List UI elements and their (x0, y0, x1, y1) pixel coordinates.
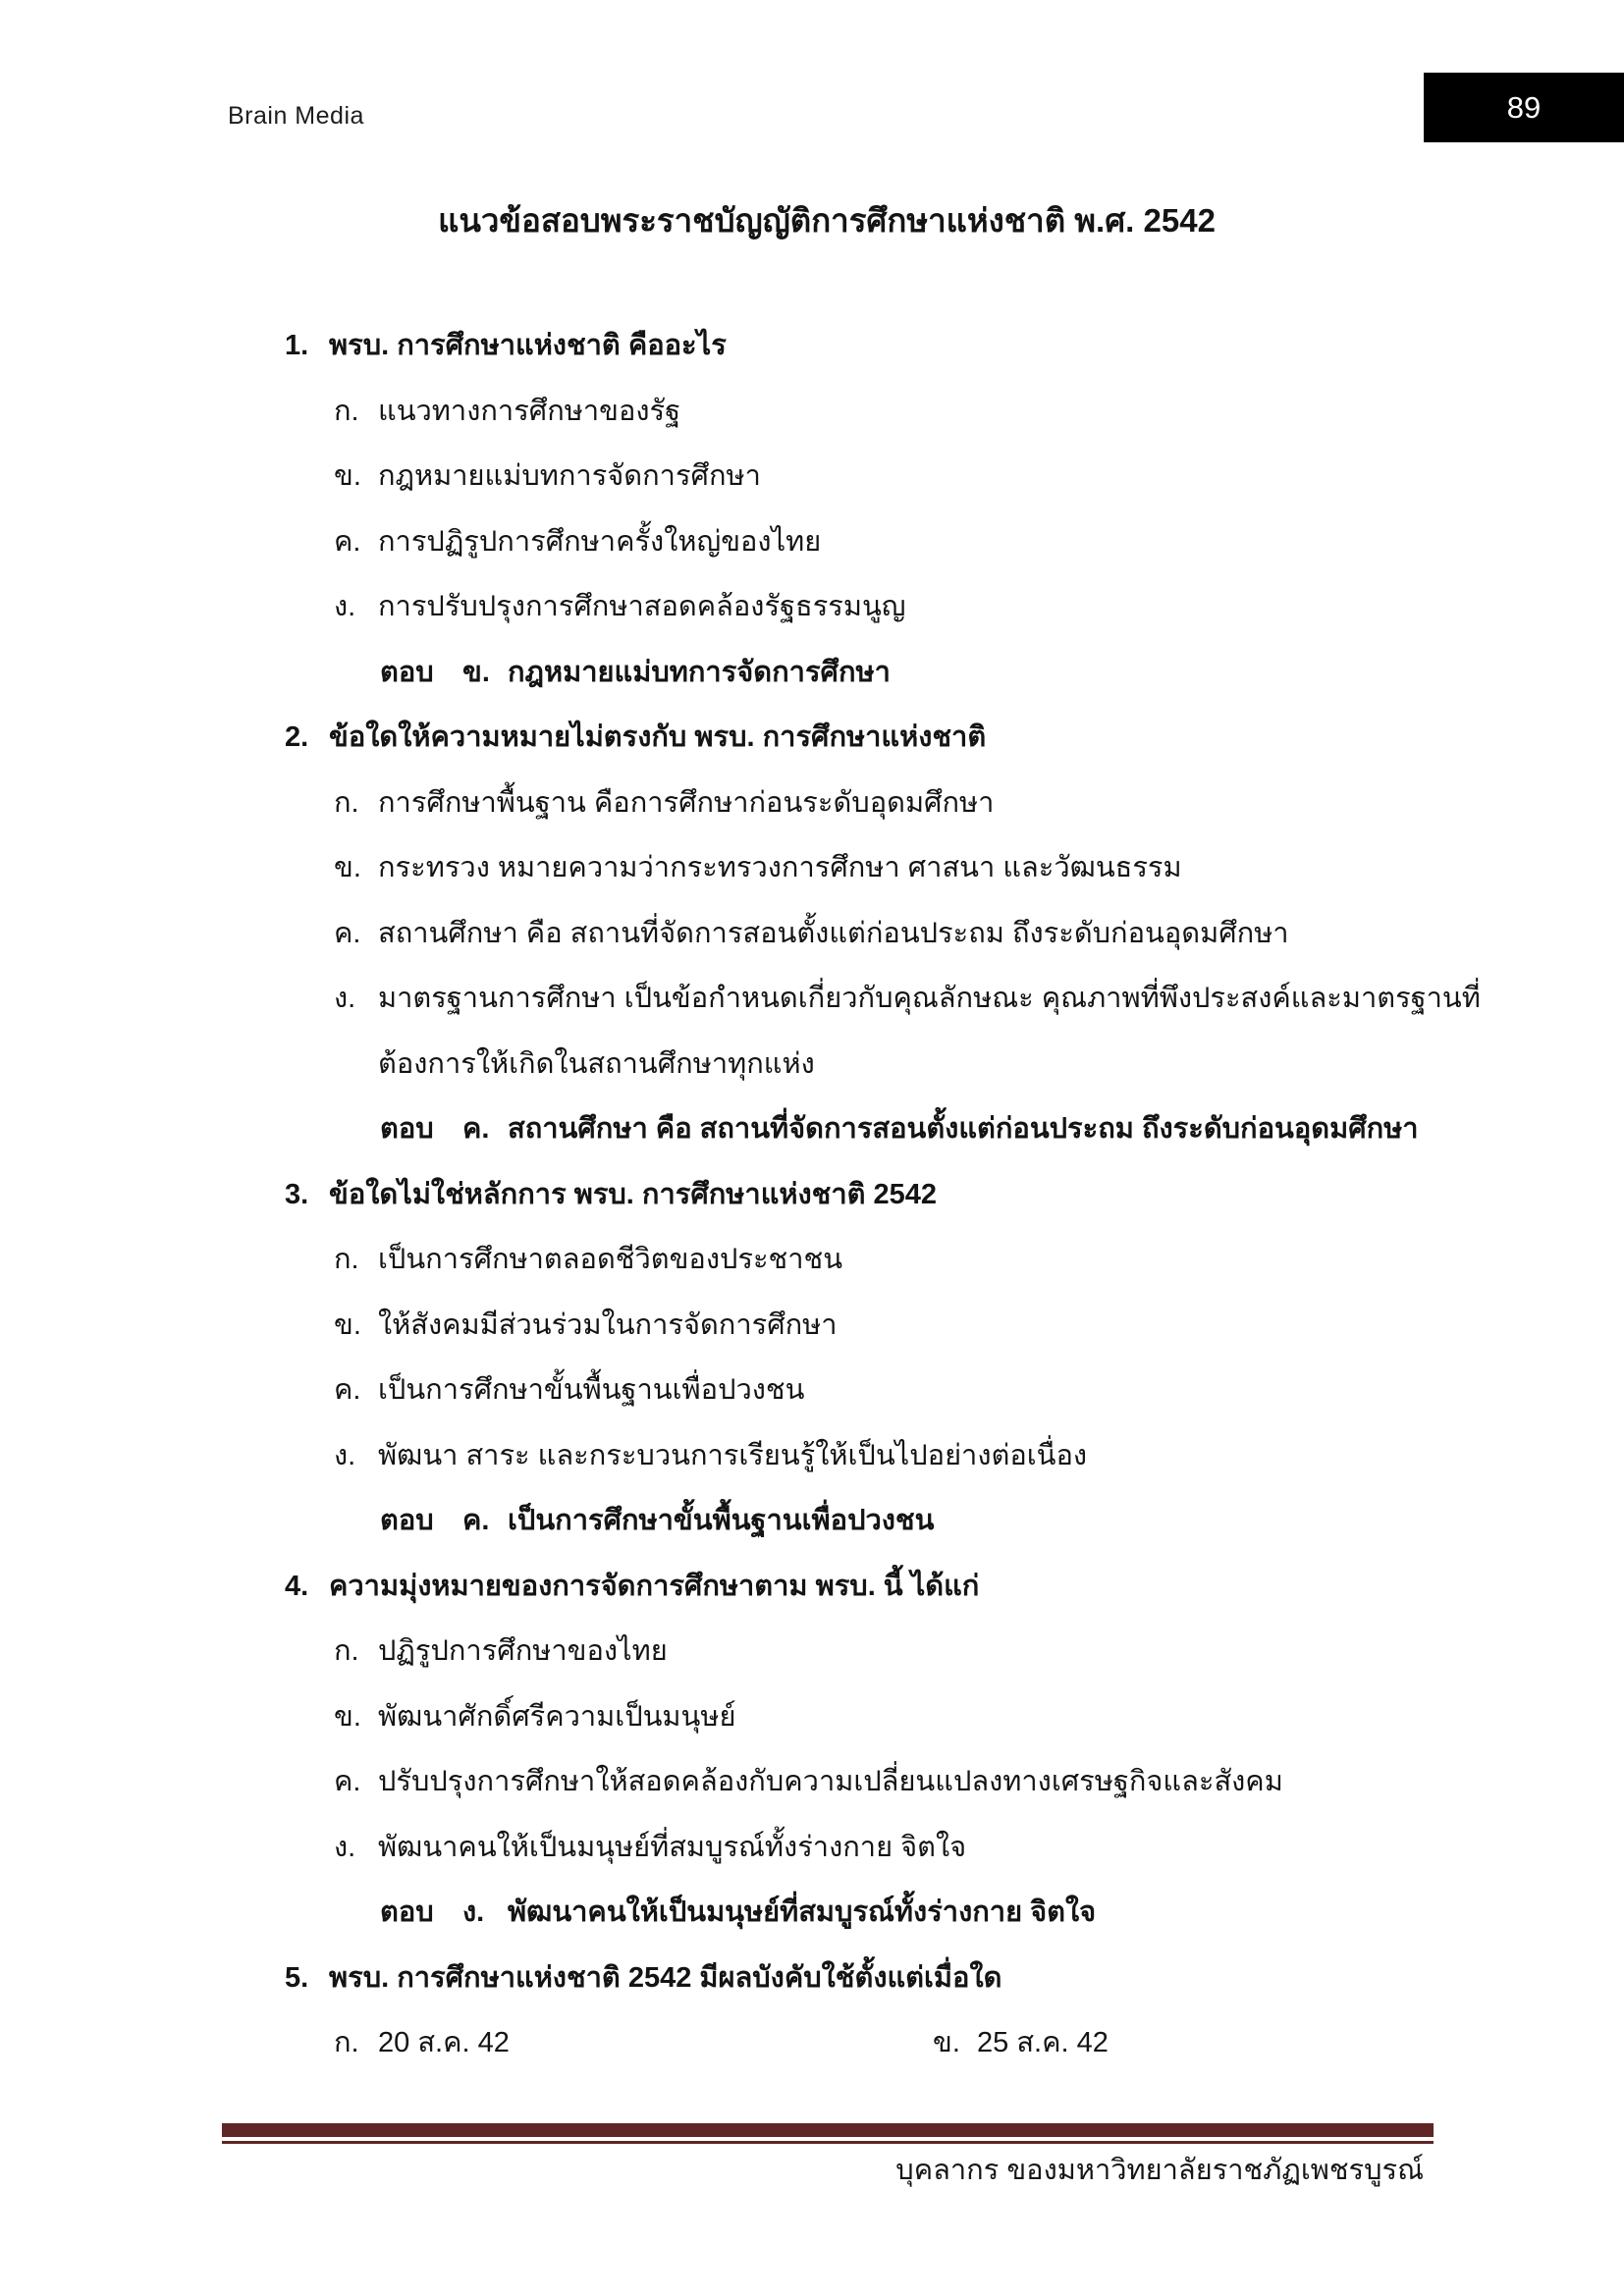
option-text-continued: ต้องการให้เกิดในสถานศึกษาทุกแห่ง (378, 1047, 815, 1080)
question-number: 2. (285, 721, 309, 753)
question-2-answer (285, 1096, 1477, 1162)
option-letter: ข. (334, 460, 361, 492)
footer-rule-thin (222, 2141, 1434, 2144)
option-text: ปฏิรูปการศึกษาของไทย (378, 1635, 668, 1667)
option-text: 25 ส.ค. 42 (977, 2027, 1109, 2058)
answer-letter: ค. (462, 1505, 490, 1536)
answer-label: ตอบ (380, 656, 434, 688)
question-3-option-a (285, 1227, 1477, 1293)
question-text: ข้อใดให้ความหมายไม่ตรงกับ พรบ. การศึกษาแห่งชาติ (329, 721, 987, 753)
brand-text: Brain Media (228, 102, 364, 130)
option-text: 20 ส.ค. 42 (378, 2027, 510, 2058)
question-text: ความมุ่งหมายของการจัดการศึกษาตาม พรบ. นี้ ได้แก่ (329, 1570, 980, 1602)
question-3-option-b (285, 1293, 1477, 1359)
question-3-option-c (285, 1358, 1477, 1423)
answer-letter: ข. (462, 656, 490, 688)
question-1-option-b (285, 444, 1477, 509)
question-4-answer (285, 1880, 1477, 1946)
option-letter: ค. (334, 1374, 361, 1406)
option-letter: ค. (334, 525, 361, 558)
question-4-option-a (285, 1619, 1477, 1684)
question-2 (285, 705, 1477, 771)
question-1-option-a (285, 379, 1477, 445)
question-3-option-d (285, 1423, 1477, 1489)
option-text: กระทรวง หมายความว่ากระทรวงการศึกษา ศาสนา และวัฒนธรรม (378, 852, 1182, 883)
option-letter: ง. (334, 1831, 356, 1863)
option-text: ปรับปรุงการศึกษาให้สอดคล้องกับความเปลี่ยนแปลงทางเศรษฐกิจและสังคม (378, 1766, 1283, 1797)
question-2-option-d (285, 966, 1481, 1032)
option-letter: ก. (334, 1635, 359, 1667)
option-text: เป็นการศึกษาขั้นพื้นฐานเพื่อปวงชน (378, 1374, 805, 1406)
page-title: แนวข้อสอบพระราชบัญญัติการศึกษาแห่งชาติ พ.ศ. 2542 (438, 202, 1216, 239)
option-letter: ง. (334, 983, 356, 1014)
question-1-option-d (285, 574, 1477, 640)
answer-letter: ค. (462, 1113, 490, 1145)
question-3-answer (285, 1488, 1477, 1554)
option-text: กฎหมายแม่บทการจัดการศึกษา (378, 460, 761, 492)
question-2-option-c (285, 901, 1477, 967)
question-5-option-b (933, 2010, 1109, 2076)
option-text: เป็นการศึกษาตลอดชีวิตของประชาชน (378, 1244, 843, 1275)
question-2-option-d-continued (285, 1032, 1477, 1097)
option-text: มาตรฐานการศึกษา เป็นข้อกำหนดเกี่ยวกับคุณลักษณะ คุณภาพที่พึงประสงค์และมาตรฐานที่ (378, 983, 1481, 1014)
question-text: พรบ. การศึกษาแห่งชาติ 2542 มีผลบังคับใช้ตั้งแต่เมื่อใด (329, 1961, 1002, 1994)
answer-text: เป็นการศึกษาขั้นพื้นฐานเพื่อปวงชน (508, 1505, 935, 1536)
option-text: สถานศึกษา คือ สถานที่จัดการสอนตั้งแต่ก่อนประถม ถึงระดับก่อนอุดมศึกษา (378, 917, 1289, 949)
option-letter: ค. (334, 917, 361, 949)
footer-credit: บุคลากร ของมหาวิทยาลัยราชภัฏเพชรบูรณ์ (895, 2155, 1424, 2186)
option-letter: ข. (334, 1308, 361, 1341)
question-2-option-b (285, 835, 1477, 901)
page-number: 89 (1506, 89, 1542, 125)
question-4-option-b (285, 1684, 1477, 1750)
question-1-option-c (285, 509, 1477, 575)
answer-text: กฎหมายแม่บทการจัดการศึกษา (508, 656, 891, 688)
option-letter: ข. (334, 1700, 361, 1733)
option-text: พัฒนา สาระ และกระบวนการเรียนรู้ให้เป็นไปอย่างต่อเนื่อง (378, 1439, 1088, 1471)
option-letter: ก. (334, 1244, 359, 1275)
option-text: พัฒนาศักดิ์ศรีความเป็นมนุษย์ (378, 1700, 736, 1733)
option-text: การปฏิรูปการศึกษาครั้งใหญ่ของไทย (378, 525, 822, 558)
option-letter: ง. (334, 591, 356, 622)
question-5-options-row (285, 2010, 1477, 2076)
option-letter: ข. (334, 852, 361, 883)
question-list (285, 313, 1481, 2076)
question-5 (285, 1946, 1477, 2011)
question-2-option-a (285, 771, 1477, 836)
answer-label: ตอบ (380, 1896, 434, 1928)
question-number: 5. (285, 1961, 309, 1994)
question-1 (285, 313, 1477, 379)
question-number: 4. (285, 1570, 309, 1602)
option-text: การปรับปรุงการศึกษาสอดคล้องรัฐธรรมนูญ (378, 591, 906, 622)
option-letter: ง. (334, 1439, 356, 1471)
question-3 (285, 1162, 1477, 1228)
answer-label: ตอบ (380, 1113, 434, 1145)
question-4-option-d (285, 1815, 1477, 1881)
question-number: 1. (285, 330, 309, 361)
question-5-option-a (334, 2027, 510, 2058)
option-letter: ก. (334, 786, 359, 819)
answer-letter: ง. (462, 1896, 485, 1928)
answer-text: พัฒนาคนให้เป็นมนุษย์ที่สมบูรณ์ทั้งร่างกาย จิตใจ (508, 1896, 1097, 1928)
option-text: ให้สังคมมีส่วนร่วมในการจัดการศึกษา (378, 1308, 838, 1341)
option-letter: ข. (933, 2027, 960, 2058)
option-letter: ก. (334, 395, 359, 427)
answer-label: ตอบ (380, 1505, 434, 1536)
option-text: พัฒนาคนให้เป็นมนุษย์ที่สมบูรณ์ทั้งร่างกาย จิตใจ (378, 1831, 967, 1863)
question-4 (285, 1554, 1477, 1620)
question-text: ข้อใดไม่ใช่หลักการ พรบ. การศึกษาแห่งชาติ 2542 (329, 1178, 938, 1210)
option-letter: ค. (334, 1766, 361, 1797)
question-number: 3. (285, 1178, 309, 1210)
option-text: แนวทางการศึกษาของรัฐ (378, 395, 681, 427)
footer-rule-thick (222, 2123, 1434, 2137)
question-1-answer (285, 640, 1477, 706)
answer-text: สถานศึกษา คือ สถานที่จัดการสอนตั้งแต่ก่อนประถม ถึงระดับก่อนอุดมศึกษา (508, 1113, 1419, 1145)
option-text: การศึกษาพื้นฐาน คือการศึกษาก่อนระดับอุดมศึกษา (378, 786, 995, 819)
question-text: พรบ. การศึกษาแห่งชาติ คืออะไร (329, 330, 727, 361)
option-letter: ก. (334, 2027, 359, 2058)
question-4-option-c (285, 1749, 1477, 1815)
page-number-badge (1424, 73, 1624, 142)
